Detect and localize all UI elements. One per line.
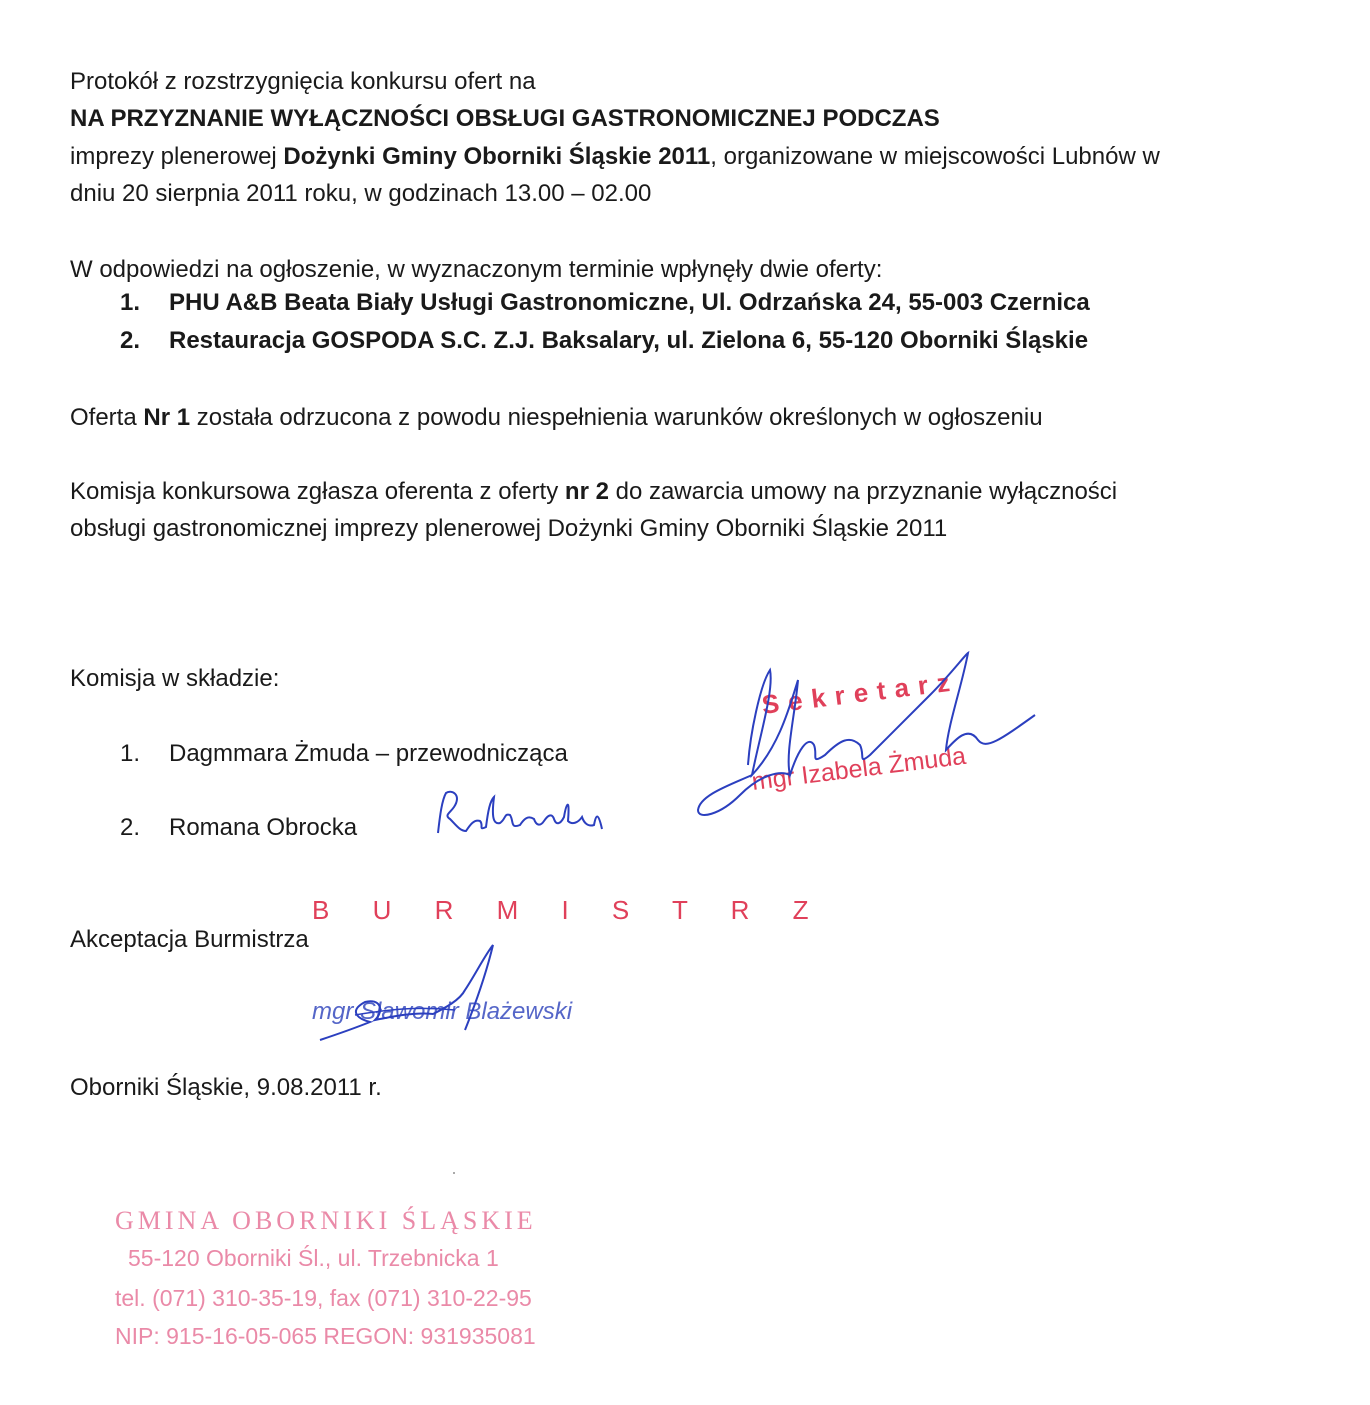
decision-statement: [70, 473, 1117, 510]
rejection-statement: [70, 399, 1043, 436]
offers-intro: W odpowiedzi na ogłoszenie, w wyznaczonym terminie wpłynęły dwie oferty:: [70, 256, 883, 283]
event-line: [70, 138, 1160, 175]
sekretarz-signature: [690, 645, 1050, 825]
mayor-acceptance-label: Akceptacja Burmistrza: [70, 926, 309, 953]
offer-number-2: 2.: [120, 327, 141, 354]
gmina-stamp-address: 55-120 Oborniki Śl., ul. Trzebnicka 1: [128, 1245, 499, 1271]
decision-post: do zawarcia umowy na przyznanie wyłączności: [608, 478, 1118, 505]
obrocka-signature: [430, 785, 610, 845]
burmistrz-stamp-name: mgr Sławomir Blażewski: [312, 998, 573, 1025]
rejection-offer-number: Nr 1: [143, 404, 191, 431]
committee-title: Komisja w składzie:: [70, 665, 280, 692]
event-name: Dożynki Gminy Oborniki Śląskie 2011: [283, 143, 711, 170]
protocol-subject: NA PRZYZNANIE WYŁĄCZNOŚCI OBSŁUGI GASTRONOMICZNEJ PODCZAS: [70, 105, 940, 132]
burmistrz-signature: [315, 940, 515, 1050]
decision-pre: Komisja konkursowa zgłasza oferenta z oferty: [70, 478, 565, 505]
sekretarz-stamp-name: mgr Izabela Żmuda: [750, 741, 968, 796]
member-1: Dagmmara Żmuda – przewodnicząca: [169, 740, 568, 767]
decision-statement-line2: obsługi gastronomicznej imprezy plenerowej Dożynki Gminy Oborniki Śląskie 2011: [70, 515, 948, 542]
offer-item-2: Restauracja GOSPODA S.C. Z.J. Baksalary, ul. Zielona 6, 55-120 Oborniki Śląskie: [169, 327, 1089, 354]
rejection-post: została odrzucona z powodu niespełnienia warunków określonych w ogłoszeniu: [190, 404, 1043, 431]
member-2: Romana Obrocka: [169, 814, 358, 841]
offer-item-1: PHU A&B Beata Biały Usługi Gastronomiczne, Ul. Odrzańska 24, 55-003 Czernica: [169, 289, 1090, 316]
gmina-stamp-phone: tel. (071) 310-35-19, fax (071) 310-22-95: [115, 1285, 532, 1311]
place-and-date: Oborniki Śląskie, 9.08.2011 r.: [70, 1074, 382, 1101]
burmistrz-stamp-title: B U R M I S T R Z: [312, 895, 827, 925]
gmina-stamp-ids: NIP: 915-16-05-065 REGON: 931935081: [115, 1323, 536, 1349]
protocol-title: Protokół z rozstrzygnięcia konkursu ofert na: [70, 68, 536, 95]
event-line-pre: imprezy plenerowej: [70, 143, 284, 170]
offer-number-1: 1.: [120, 289, 141, 316]
member-number-2: 2.: [120, 814, 141, 841]
rejection-pre: Oferta: [70, 404, 144, 431]
event-date-line: dniu 20 sierpnia 2011 roku, w godzinach 13.00 – 02.00: [70, 180, 652, 207]
sekretarz-stamp-title: Sekretarz: [760, 665, 961, 720]
gmina-stamp-line1: GMINA OBORNIKI ŚLĄSKIE: [115, 1206, 537, 1235]
decision-offer-number: nr 2: [564, 478, 609, 505]
faint-dot: [453, 1172, 455, 1174]
event-line-post: , organizowane w miejscowości Lubnów w: [710, 143, 1160, 170]
member-number-1: 1.: [120, 740, 141, 767]
